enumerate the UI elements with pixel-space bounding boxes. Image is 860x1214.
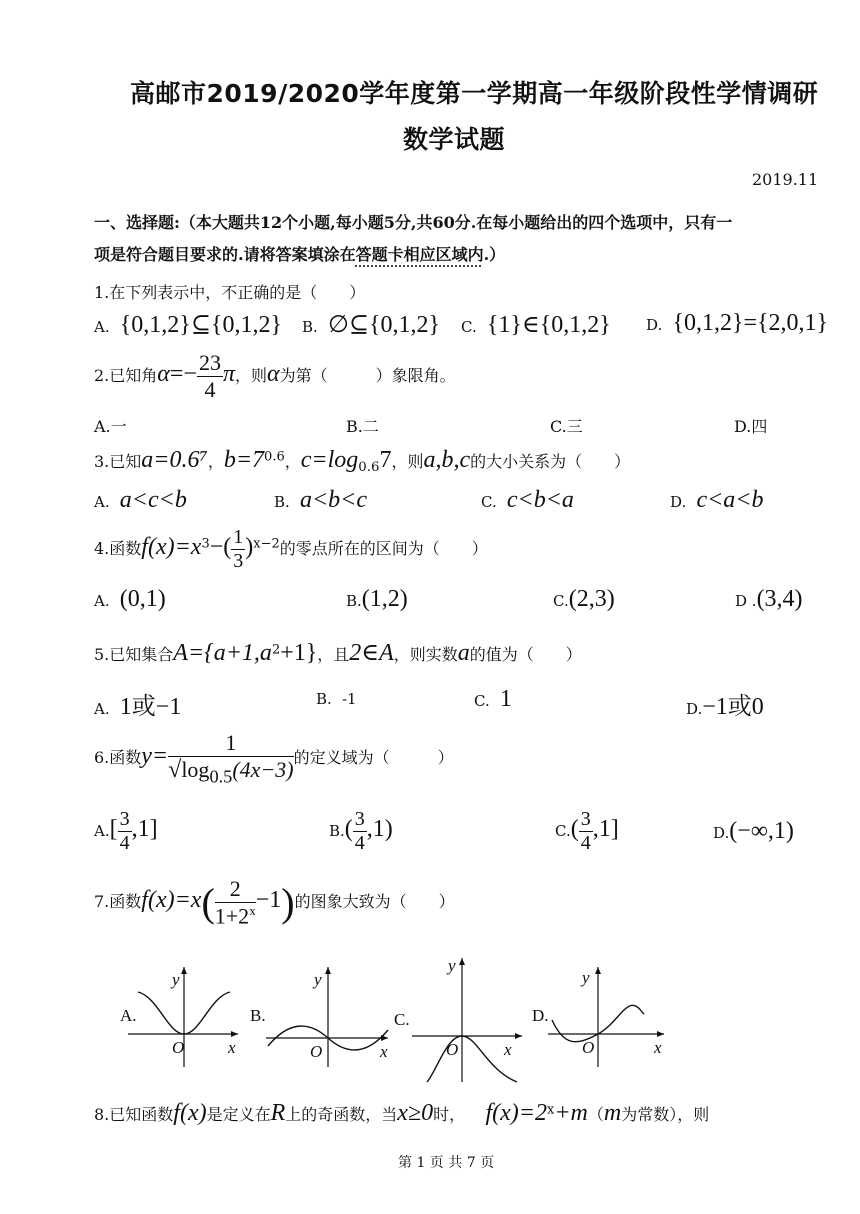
q2-option-b: B.二 [346,417,379,436]
q3-option-c: C. c<b<a [481,487,574,513]
q5-option-c: C. 1 [474,686,512,712]
q1-stem: 1.在下列表示中，不正确的是（ ） [94,283,366,302]
q1-option-c: C. {1}∈{0,1,2} [461,312,611,338]
q3-option-b: B. a<b<c [274,487,368,513]
instr-emphasis: 答题卡相应区域内 [355,245,484,264]
q3-option-d: D. c<a<b [670,487,764,513]
q2-option-c: C.三 [550,417,583,436]
q3-stem: 3.已知a=0.6⁷，$b=7^{0.6}$，$c=\log_{0.6}7$，则a,b,c的大小关系为（ ） [94,447,631,476]
exam-date: 2019.11 [752,170,819,189]
instr-part-c: .） [483,245,506,264]
q7-stem: 7.函数f(x)=x( $\frac{2}{1+2^x}$ −1)的图象大致为（ ） [94,876,455,929]
exam-title: 高邮市2019/2020学年度第一学期高一年级阶段性学情调研 [130,79,819,108]
graph-d-svg [530,962,670,1072]
q6-option-c: C.( $\frac{3}{4}$ ,1] [555,808,619,854]
q4-option-b: B.(1,2) [346,586,408,612]
q1-option-a: A. {0,1,2}⊆{0,1,2} [94,312,282,338]
q2-stem: 2.已知角α=− $\frac{23}{4}$ π，则α为第（ ）象限角。 [94,350,456,402]
q3-option-a: A. a<c<b [94,487,187,513]
q6-option-b: B.( $\frac{3}{4}$ ,1) [329,808,393,854]
section-instructions-line1: 一、选择题:（本大题共12个小题,每小题5分,共60分.在每小题给出的四个选项中，只有一 [94,213,733,232]
q7-graph-b: B. y O x [248,962,393,1072]
q8-stem: 8.已知函数f(x)是定义在R上的奇函数，当x≥0时， $f(x)=2^x+m(m$为常数），则 [94,1100,710,1126]
q5-option-a: A. 1或−1 [94,694,182,720]
q5-option-b: B. -1 [316,690,357,708]
q4-option-c: C.(2,3) [553,586,615,612]
q7-graph-c: C. y O x [392,950,532,1085]
q1-option-b: B. ∅⊆{0,1,2} [302,312,441,338]
q6-option-a: A.[ $\frac{3}{4}$ ,1] [94,808,158,854]
exam-subtitle: 数学试题 [403,125,506,154]
q4-option-a: A. (0,1) [94,586,166,612]
q7-graph-a: A. y O x [118,962,243,1072]
section-instructions-line2 [94,242,505,265]
q5-stem: 5.已知集合$A=\{a+1,a^2+1\}$，且2∈A，则实数a的值为（ ） [94,640,582,666]
q6-option-d: D.(−∞,1) [713,818,794,844]
q6-stem: 6.函数y= $\frac{1}{√\log_{0.5}(4x-3)}$ 的定义域为（ ） [94,730,454,787]
page-footer: 第 1 页 共 7 页 [398,1155,495,1171]
q4-stem: 4.函数$f(x)=x^3-$( $\frac{1}{3}$ )$^{x-2}$的零点所在的区间为（ ） [94,526,488,572]
q5-option-d: D.−1或0 [686,694,764,720]
graph-c-svg [392,950,532,1085]
q2-option-a: A.一 [94,417,127,436]
instr-part-a: 项是符合题目要求的.请将答案填涂在 [94,245,356,264]
q2-option-d: D.四 [734,417,768,436]
q1-option-d: D. {0,1,2}={2,0,1} [646,310,829,336]
q7-graph-d: D. y O x [530,962,670,1072]
q4-option-d: D .(3,4) [735,586,803,612]
